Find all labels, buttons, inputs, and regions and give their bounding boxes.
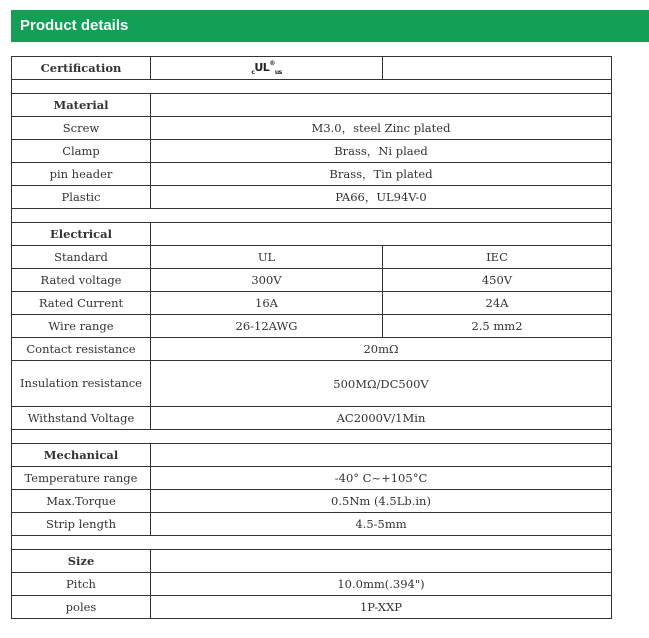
ul-value: 26-12AWG <box>151 315 383 338</box>
page-header <box>11 10 649 42</box>
row-value: 1P-XXP <box>151 596 612 619</box>
row-label: poles <box>12 596 151 619</box>
row-value: M3.0，steel Zinc plated <box>151 117 612 140</box>
empty-cell <box>383 57 612 80</box>
certification-label: Certification <box>12 57 151 80</box>
iec-value: IEC <box>383 246 612 269</box>
row-label: Wire range <box>12 315 151 338</box>
row-value: Brass，Tin plated <box>151 163 612 186</box>
electrical-section-row <box>12 223 612 246</box>
certification-row <box>12 57 612 80</box>
row-value: -40° C~+105°C <box>151 467 612 490</box>
product-spec-table <box>11 56 612 619</box>
material-section-row <box>12 94 612 117</box>
row-label: pin header <box>12 163 151 186</box>
row-label: Withstand Voltage <box>12 407 151 430</box>
table-row <box>12 338 612 361</box>
row-value: 20mΩ <box>151 338 612 361</box>
spacer-row <box>12 536 612 550</box>
row-label: Contact resistance <box>12 338 151 361</box>
row-label: Max.Torque <box>12 490 151 513</box>
iec-value: 2.5 mm2 <box>383 315 612 338</box>
mechanical-section-title: Mechanical <box>12 444 151 467</box>
table-row <box>12 467 612 490</box>
row-label: Pitch <box>12 573 151 596</box>
row-value: PA66，UL94V-0 <box>151 186 612 209</box>
table-row <box>12 269 612 292</box>
row-label: Plastic <box>12 186 151 209</box>
mechanical-section-row <box>12 444 612 467</box>
table-row <box>12 117 612 140</box>
row-value: 0.5Nm (4.5Lb.in) <box>151 490 612 513</box>
spacer-row <box>12 430 612 444</box>
iec-value: 24A <box>383 292 612 315</box>
table-row <box>12 596 612 619</box>
table-row <box>12 246 612 269</box>
row-value: 500MΩ/DC500V <box>151 361 612 407</box>
size-section-row <box>12 550 612 573</box>
size-section-title: Size <box>12 550 151 573</box>
ul-value: 16A <box>151 292 383 315</box>
table-row <box>12 407 612 430</box>
material-section-title: Material <box>12 94 151 117</box>
table-row <box>12 186 612 209</box>
row-label: Strip length <box>12 513 151 536</box>
table-row <box>12 513 612 536</box>
row-label: Temperature range <box>12 467 151 490</box>
row-value: 10.0mm(.394") <box>151 573 612 596</box>
row-value: Brass，Ni plaed <box>151 140 612 163</box>
ul-value: 300V <box>151 269 383 292</box>
table-row <box>12 292 612 315</box>
iec-value: 450V <box>383 269 612 292</box>
row-value: AC2000V/1Min <box>151 407 612 430</box>
table-row <box>12 490 612 513</box>
table-row <box>12 315 612 338</box>
ul-logo-cell <box>151 57 383 80</box>
spacer-row <box>12 209 612 223</box>
row-label: Clamp <box>12 140 151 163</box>
table-row <box>12 140 612 163</box>
ul-value: UL <box>151 246 383 269</box>
row-label: Insulation resistance <box>12 361 151 407</box>
row-label: Standard <box>12 246 151 269</box>
row-label: Rated voltage <box>12 269 151 292</box>
row-value: 4.5-5mm <box>151 513 612 536</box>
table-row <box>12 573 612 596</box>
page-title: Product details <box>20 17 129 34</box>
row-label: Rated Current <box>12 292 151 315</box>
ul-certification-logo: $_cUL®_{us}$ <box>251 59 282 77</box>
table-row <box>12 163 612 186</box>
electrical-section-title: Electrical <box>12 223 151 246</box>
row-label: Screw <box>12 117 151 140</box>
table-row <box>12 361 612 407</box>
spacer-row <box>12 80 612 94</box>
